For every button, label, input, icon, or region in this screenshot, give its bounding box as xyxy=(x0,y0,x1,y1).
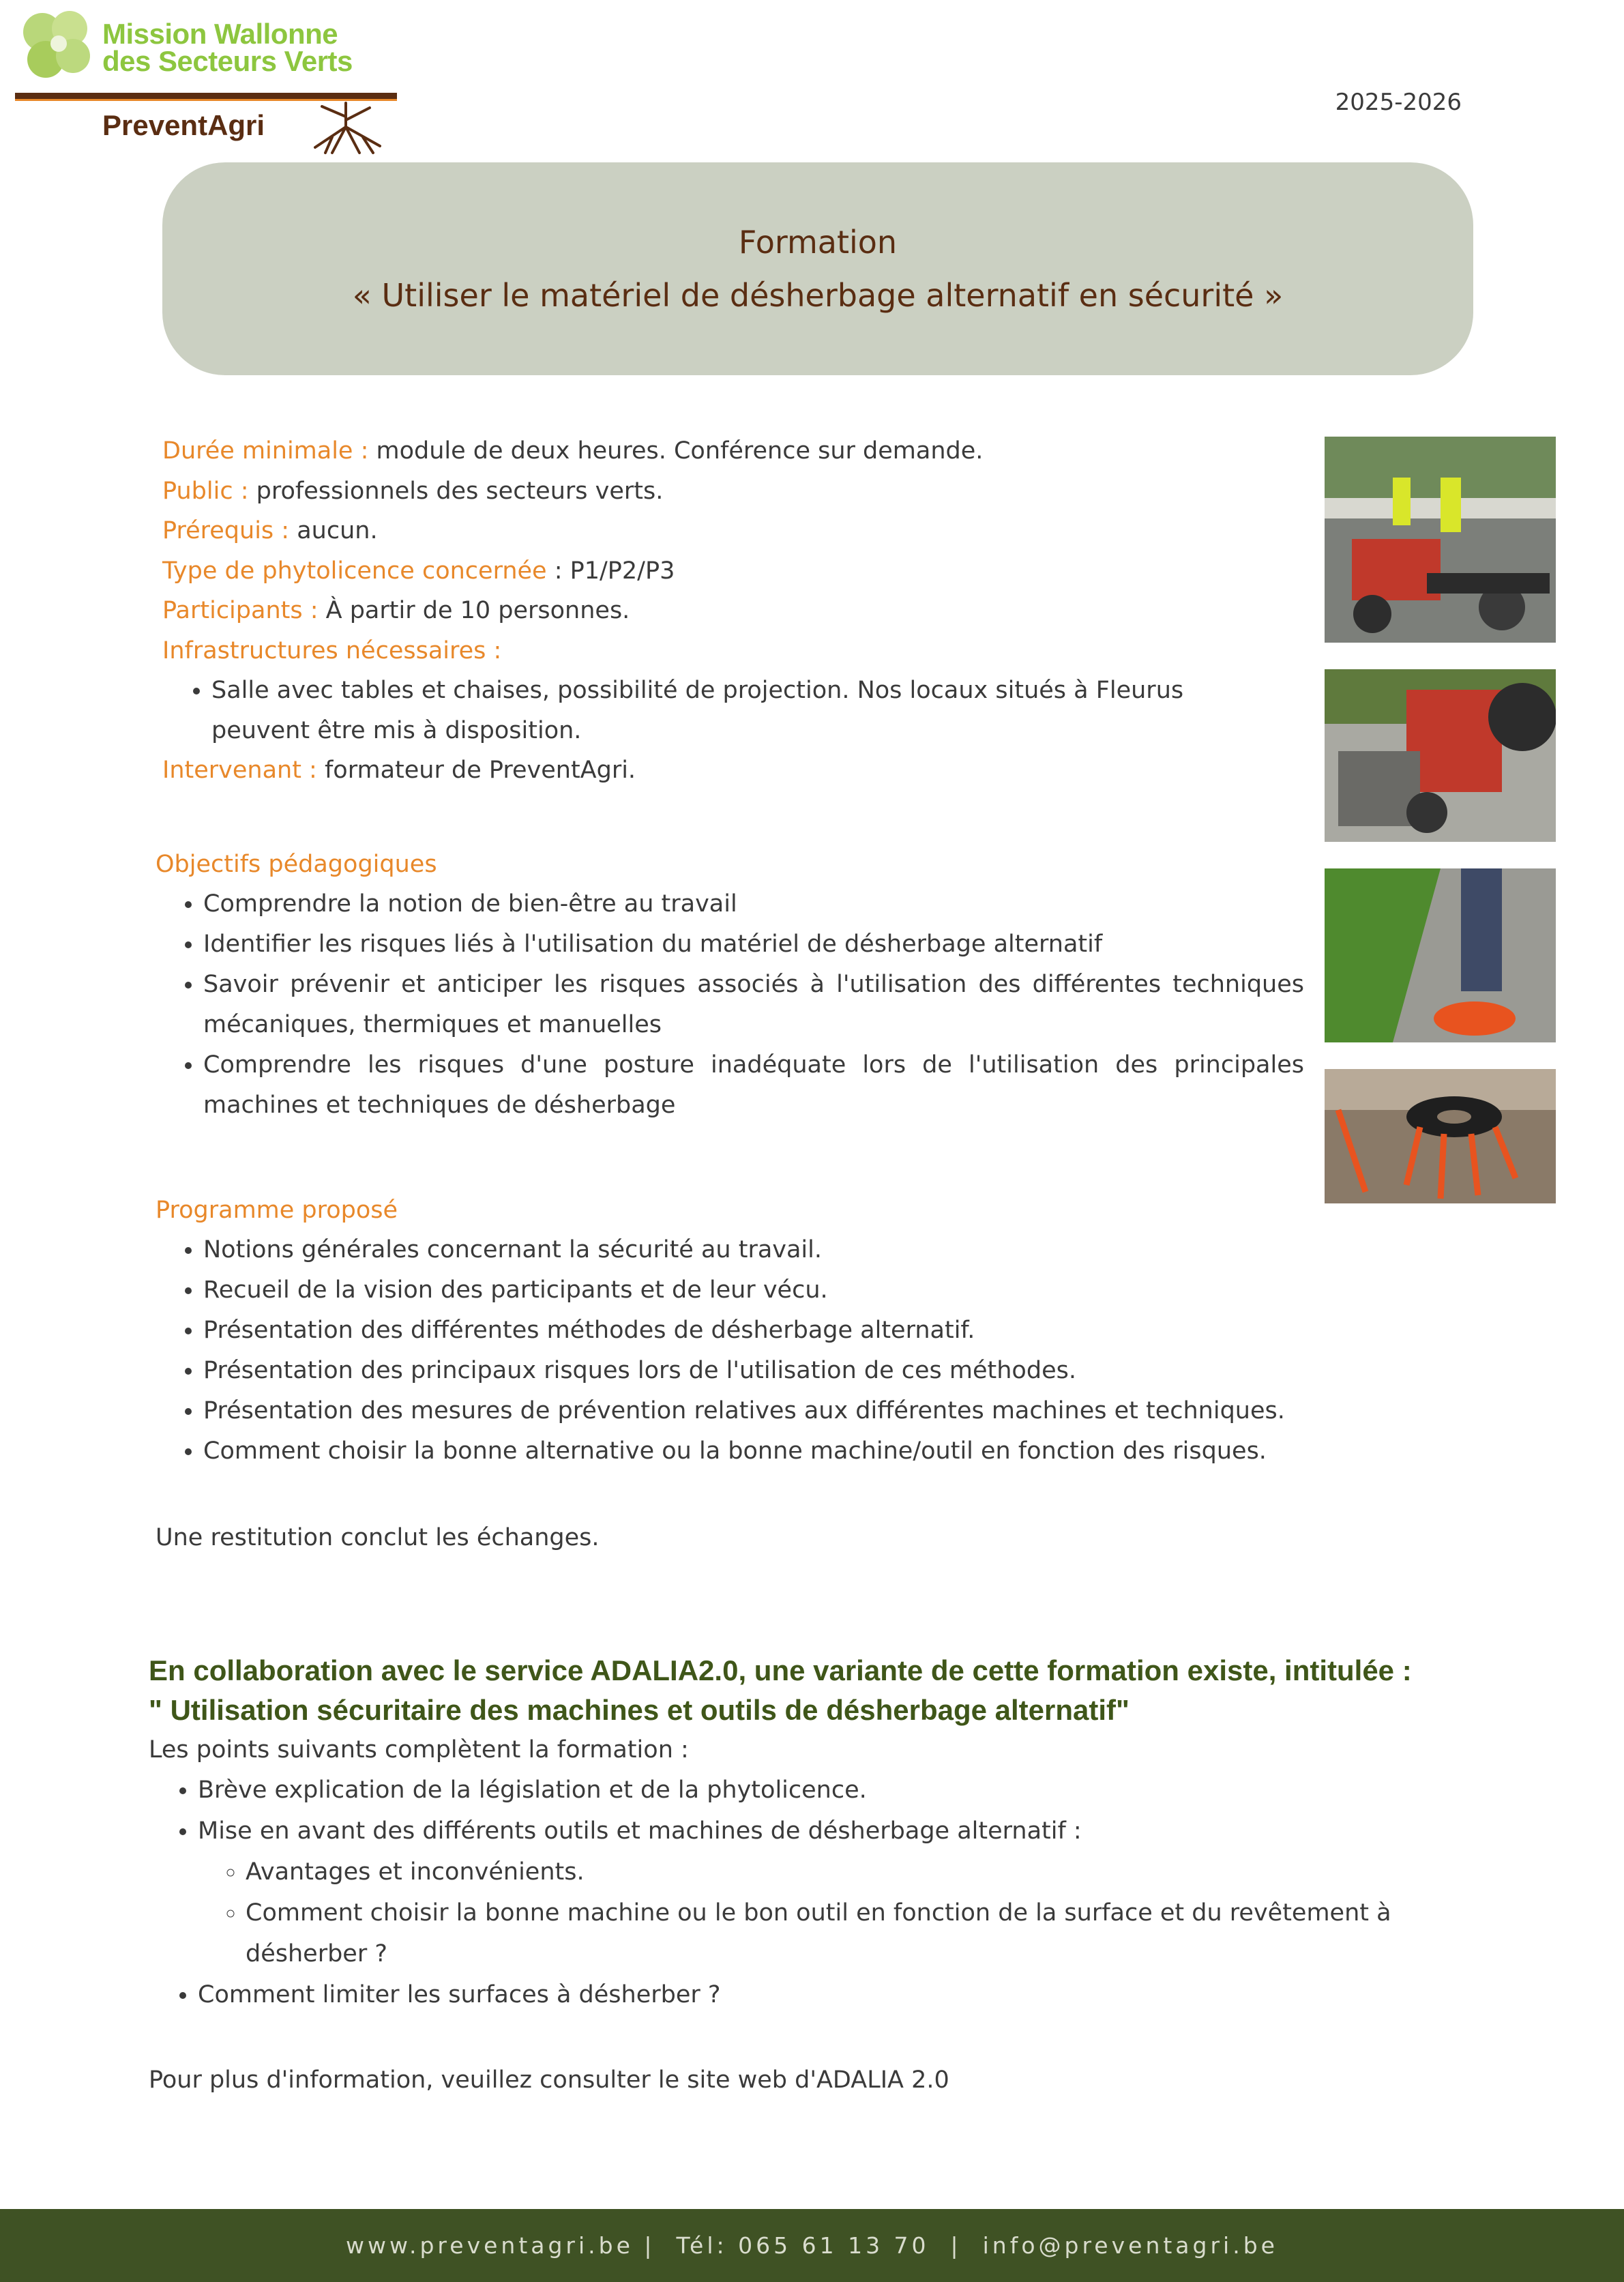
list-item: • Présentation des principaux risques lors de l'utilisation de ces méthodes. xyxy=(203,1351,1383,1391)
list-item: ◦ Comment choisir la bonne machine ou le bon outil en fonction de la surface et du revêtement à désherber ? xyxy=(246,1892,1486,1974)
list-item-text: Mise en avant des différents outils et machines de désherbage alternatif : xyxy=(198,1817,1082,1845)
list-item: • Présentation des mesures de prévention relatives aux différentes machines et techniques. xyxy=(203,1391,1383,1431)
duree-label: Durée minimale : xyxy=(162,437,377,465)
collab-title-line1: En collaboration avec le service ADALIA2.0, une variante de cette formation existe, intitulée : xyxy=(149,1654,1412,1686)
infra-label: Infrastructures nécessaires : xyxy=(162,637,502,664)
collab-sublist xyxy=(198,1852,1486,1974)
list-item: • Identifier les risques liés à l'utilisation du matériel de désherbage alternatif xyxy=(203,924,1304,965)
logo-divider xyxy=(15,93,397,99)
intervenant-label: Intervenant : xyxy=(162,757,325,784)
phyto-label: Type de phytolicence concernée xyxy=(162,557,547,585)
objectifs-section xyxy=(156,845,1304,1126)
list-item: • Recueil de la vision des participants et de leur vécu. xyxy=(203,1270,1383,1311)
programme-title: Programme proposé xyxy=(156,1197,398,1224)
objectifs-list xyxy=(156,884,1304,1126)
prerequis-label: Prérequis : xyxy=(162,517,297,544)
clover-icon xyxy=(15,8,107,83)
restitution-text: Une restitution conclut les échanges. xyxy=(156,1524,600,1551)
logo-title-line2: des Secteurs Verts xyxy=(102,45,353,77)
title-formation: Formation xyxy=(738,224,898,261)
list-item: • Comprendre les risques d'une posture inadéquate lors de l'utilisation des principales machines et techniques de désherbage xyxy=(203,1045,1304,1126)
info-block xyxy=(162,431,1281,791)
list-item: • Savoir prévenir et anticiper les risques associés à l'utilisation des différentes techniques mécaniques, thermiques et manuelles xyxy=(203,965,1304,1045)
logo-brand: PreventAgri xyxy=(102,109,265,141)
roots-icon xyxy=(295,100,397,154)
participants-value: À partir de 10 personnes. xyxy=(325,597,630,624)
footer-contact: www.preventagri.be | Tél: 065 61 13 70 | info@preventagri.be xyxy=(346,2232,1278,2259)
photo-weeding-tools xyxy=(1325,1069,1556,1203)
public-value: professionnels des secteurs verts. xyxy=(256,477,664,505)
footer xyxy=(0,2209,1624,2282)
photo-tractor-brush xyxy=(1325,669,1556,842)
programme-list xyxy=(156,1230,1383,1472)
list-item: • Comment choisir la bonne alternative ou la bonne machine/outil en fonction des risques. xyxy=(203,1431,1383,1472)
collab-section xyxy=(149,1651,1486,2015)
list-item xyxy=(198,1811,1486,1974)
public-label: Public : xyxy=(162,477,256,505)
photo-workers-machine xyxy=(1325,437,1556,643)
photo-brushcutter-sidewalk xyxy=(1325,868,1556,1042)
title-course-name: « Utiliser le matériel de désherbage alternatif en sécurité » xyxy=(352,277,1284,314)
objectifs-title: Objectifs pédagogiques xyxy=(156,851,437,878)
logo xyxy=(15,8,397,151)
logo-title-line1: Mission Wallonne xyxy=(102,18,338,50)
collab-title-line2: " Utilisation sécuritaire des machines et outils de désherbage alternatif" xyxy=(149,1694,1130,1726)
list-item: • Comprendre la notion de bien-être au travail xyxy=(203,884,1304,924)
school-year: 2025-2026 xyxy=(1335,89,1462,116)
title-box xyxy=(162,162,1473,375)
phyto-value: : P1/P2/P3 xyxy=(546,557,675,585)
programme-section xyxy=(156,1190,1383,1472)
prerequis-value: aucun. xyxy=(297,517,378,544)
intervenant-value: formateur de PreventAgri. xyxy=(324,757,636,784)
info-phytolicence xyxy=(162,551,1281,591)
list-item: • Présentation des différentes méthodes de désherbage alternatif. xyxy=(203,1311,1383,1351)
infra-list xyxy=(162,671,1281,750)
info-public xyxy=(162,471,1281,512)
duree-value: module de deux heures. Conférence sur demande. xyxy=(376,437,984,465)
info-intervenant xyxy=(162,750,1281,791)
more-info-text: Pour plus d'information, veuillez consulter le site web d'ADALIA 2.0 xyxy=(149,2066,949,2094)
list-item: ◦ Avantages et inconvénients. xyxy=(246,1852,1486,1892)
collab-list xyxy=(149,1770,1486,2015)
info-infrastructures xyxy=(162,631,1281,671)
list-item: • Salle avec tables et chaises, possibilité de projection. Nos locaux situés à Fleurus peuvent être mis à disposition. xyxy=(211,671,1281,750)
collab-intro: Les points suivants complètent la formation : xyxy=(149,1736,689,1764)
info-participants xyxy=(162,591,1281,631)
list-item: • Comment limiter les surfaces à désherber ? xyxy=(198,1974,1486,2015)
info-duree xyxy=(162,431,1281,471)
info-prerequis xyxy=(162,511,1281,551)
list-item: • Brève explication de la législation et de la phytolicence. xyxy=(198,1770,1486,1811)
list-item: • Notions générales concernant la sécurité au travail. xyxy=(203,1230,1383,1270)
participants-label: Participants : xyxy=(162,597,326,624)
